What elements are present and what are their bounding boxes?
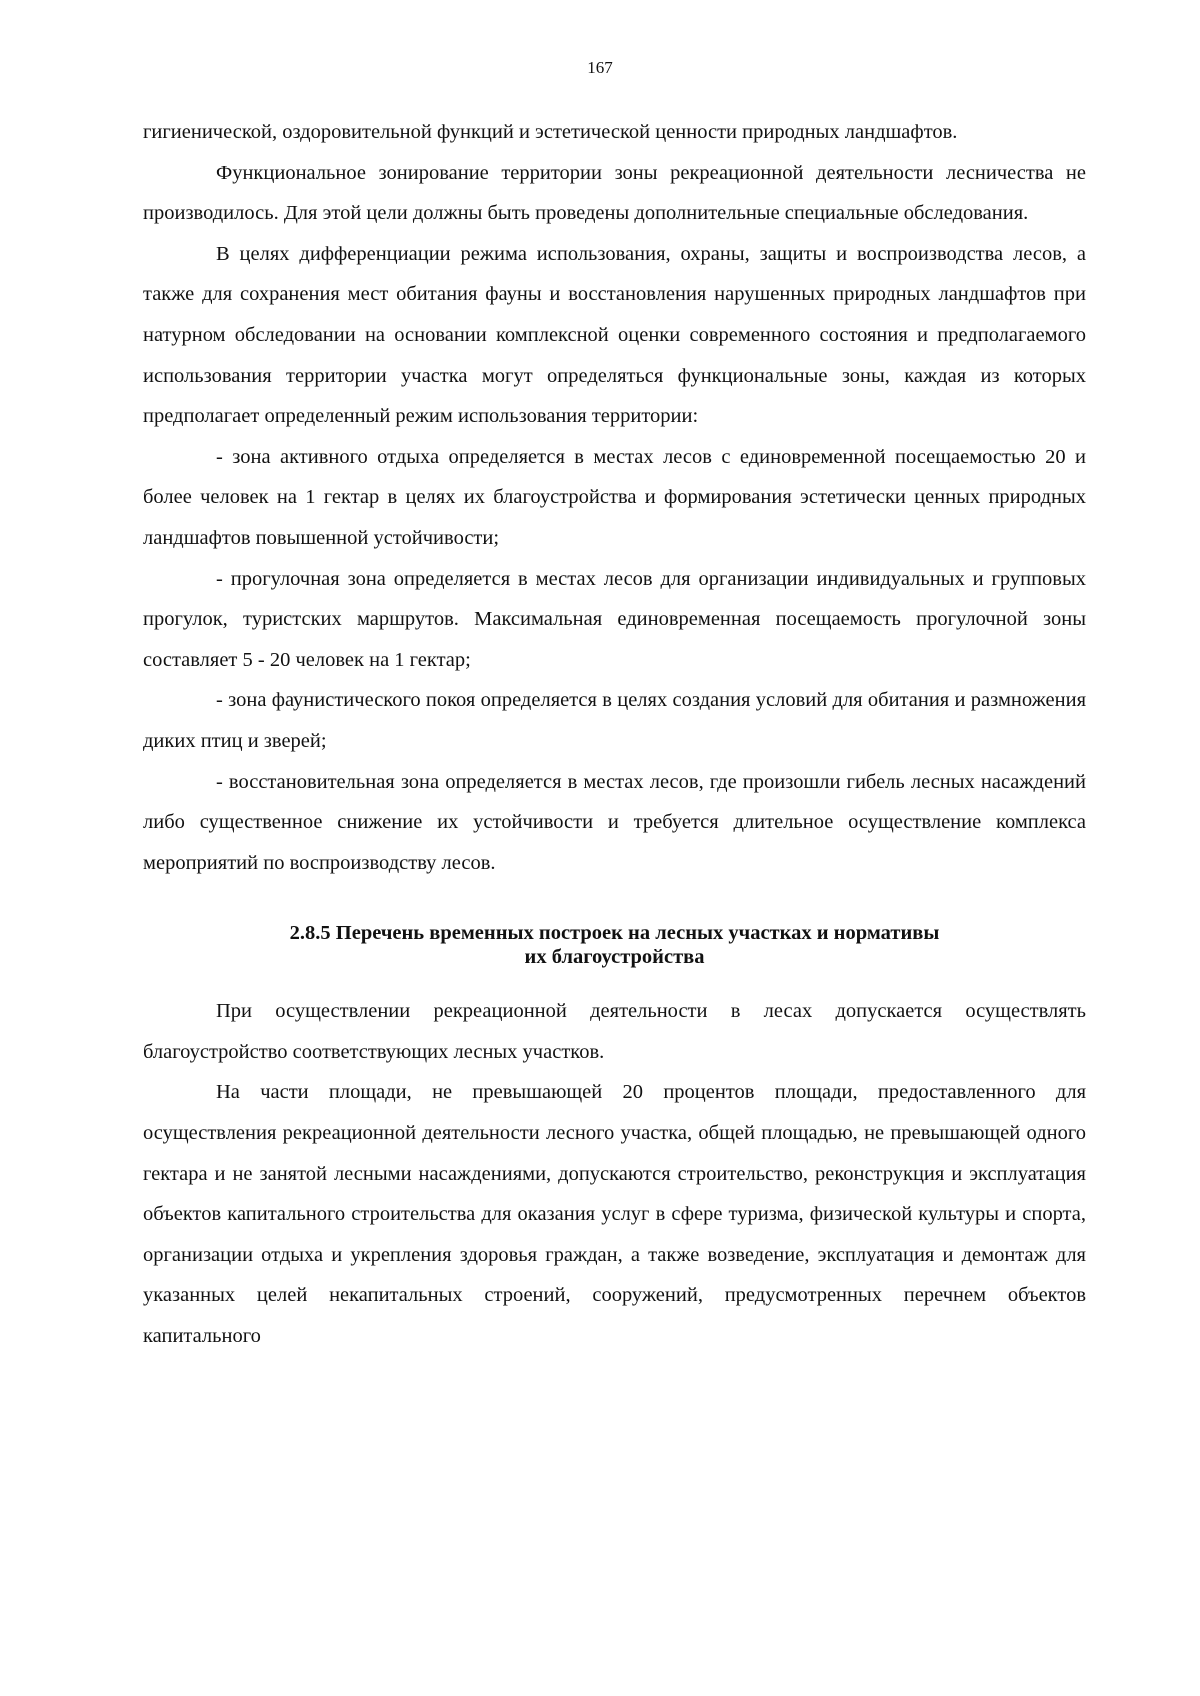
list-item-active-zone: - зона активного отдыха определяется в местах лесов с единовременной посещаемостью 20 и более человек на 1 гектар в целях их благоустройства и формирования эстетически ценных природных ландшафтов повышенной устойчивости; (143, 445, 1086, 549)
paragraph-construction: На части площади, не превышающей 20 процентов площади, предоставленного для осуществления рекреационной деятельности лесного участка, общей площадью, не превышающей одного гектара и не занятой лесными насаждениями, допускаются строительство, реконструкция и эксплуатация объектов капитального строительства для оказания услуг в сфере туризма, физической культуры и спорта, организации отдыха и укрепления здоровья граждан, а также возведение, эксплуатация и демонтаж для указанных целей некапитальных строений, сооружений, предусмотренных перечнем объектов капитального (143, 1081, 1086, 1348)
section-heading-line-2: их благоустройства (524, 946, 705, 969)
list-item-fauna-zone: - зона фаунистического покоя определяется в целях создания условий для обитания и размножения диких птиц и зверей; (143, 689, 1086, 752)
page-number: 167 (587, 58, 613, 77)
text-body (143, 112, 1086, 1357)
paragraph-zoning: Функциональное зонирование территории зоны рекреационной деятельности лесничества не производилось. Для этой цели должны быть проведены дополнительные специальные обследования. (143, 161, 1086, 225)
list-item-restoration-zone: - восстановительная зона определяется в местах лесов, где произошли гибель лесных насаждений либо существенное снижение их устойчивости и требуется длительное осуществление комплекса мероприятий по воспроизводству лесов. (143, 770, 1086, 874)
list-item-walking-zone: - прогулочная зона определяется в местах лесов для организации индивидуальных и групповых прогулок, туристских маршрутов. Максимальная единовременная посещаемость прогулочной зоны составляет 5 - 20 человек на 1 гектар; (143, 567, 1086, 671)
paragraph-improvement: При осуществлении рекреационной деятельности в лесах допускается осуществлять благоустройство соответствующих лесных участков. (143, 1000, 1086, 1063)
section-heading-line-1: 2.8.5 Перечень временных построек на лесных участках и нормативы (289, 922, 940, 945)
section-heading (143, 921, 1086, 969)
paragraph-continuation: гигиенической, оздоровительной функций и эстетической ценности природных ландшафтов. (143, 121, 958, 143)
paragraph-differentiation: В целях дифференциации режима использования, охраны, защиты и воспроизводства лесов, а также для сохранения мест обитания фауны и восстановления нарушенных природных ландшафтов при натурном обследовании на основании комплексной оценки современного состояния и предполагаемого использования территории участка могут определяться функциональные зоны, каждая из которых предполагает определенный режим использования территории: (143, 242, 1086, 428)
